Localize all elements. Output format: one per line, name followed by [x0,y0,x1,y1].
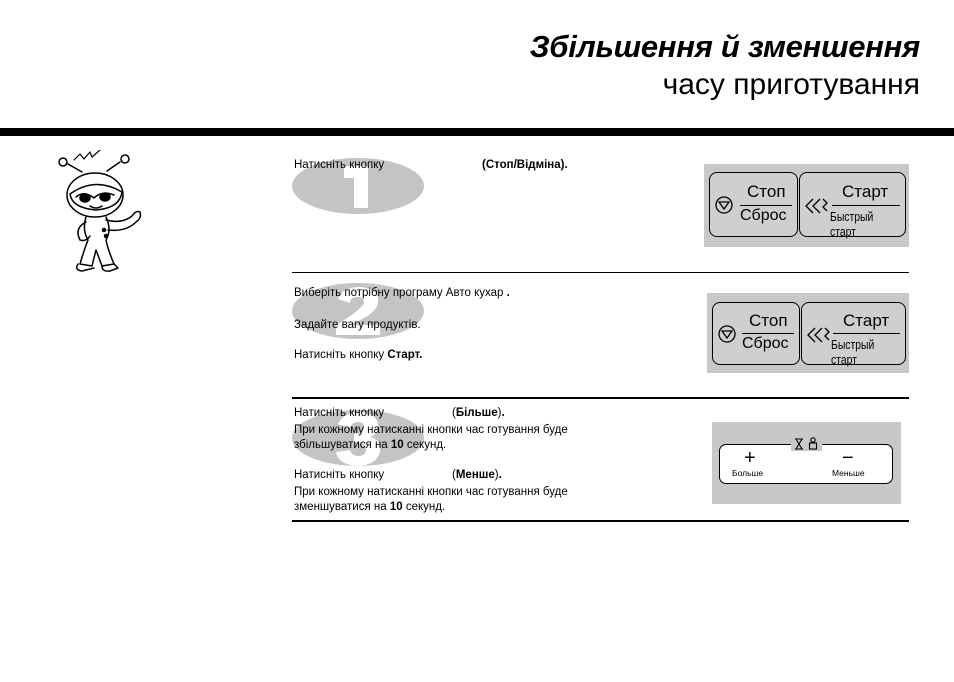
step-3-less-desc-2: зменшуватися на 10 секунд. [294,501,446,513]
child-lock-icon [808,437,818,450]
minus-icon: − [842,447,854,469]
step-1-text: Натисніть кнопку [294,159,385,171]
step-2-line-1: Виберіть потрібну програму Авто кухар . [294,287,510,299]
start-divider [833,333,900,334]
quick-start-label: Быстрый старт [831,337,875,367]
reset-label: Сброс [740,207,787,224]
less-label: Меньше [832,468,865,478]
timer-lock-icons [791,437,822,451]
stop-divider [742,333,794,334]
start-label: Старт [842,182,889,201]
start-button[interactable] [799,172,906,237]
start-icon [806,326,832,344]
step-3-more-desc-1: При кожному натисканні кнопки час готування буде [294,424,568,436]
stop-icon [714,195,734,215]
reset-label: Сброс [742,335,789,352]
start-button[interactable] [801,302,906,365]
start-divider [832,205,900,206]
start-label: Старт [843,311,890,330]
step-2-line-2: Задайте вагу продуктів. [294,319,421,331]
step-3-less-desc-1: При кожному натисканні кнопки час готування буде [294,486,568,498]
start-icon [804,197,830,215]
step-2-divider [292,397,909,399]
step-3-more-desc-2: збільшуватися на 10 секунд. [294,439,447,451]
stop-button[interactable] [712,302,800,365]
less-button[interactable] [830,448,880,480]
more-button[interactable] [730,448,780,480]
step-3-control-panel [712,422,901,504]
header-rule [0,128,954,136]
step-2-line-3: Натисніть кнопку Старт. [294,349,423,361]
page-title: Збільшення й зменшення [529,29,920,64]
step-3-less-instruction: Натисніть кнопку [294,469,385,481]
page-subtitle: часу приготування [662,68,920,101]
step-1-control-panel [704,164,909,247]
step-3-more-button: (Більше). [452,407,505,419]
stop-button[interactable] [709,172,798,237]
step-1-divider [292,272,909,273]
more-label: Больше [732,468,764,478]
step-3-more-instruction: Натисніть кнопку [294,407,385,419]
stop-divider [740,205,792,206]
quick-start-label: Быстрый старт [830,209,874,239]
step-2-control-panel [707,293,909,373]
stop-label: Стоп [749,311,788,330]
mascot-illustration [44,150,156,276]
step-3-less-button: (Менше). [452,469,502,481]
step-3-divider [292,520,909,522]
stop-icon [717,324,737,344]
plus-icon: + [744,447,756,469]
step-1-button-name: (Стоп/Відміна). [482,159,568,171]
stop-label: Стоп [747,182,786,201]
step-1-instruction [294,158,384,173]
hourglass-icon [794,438,804,450]
